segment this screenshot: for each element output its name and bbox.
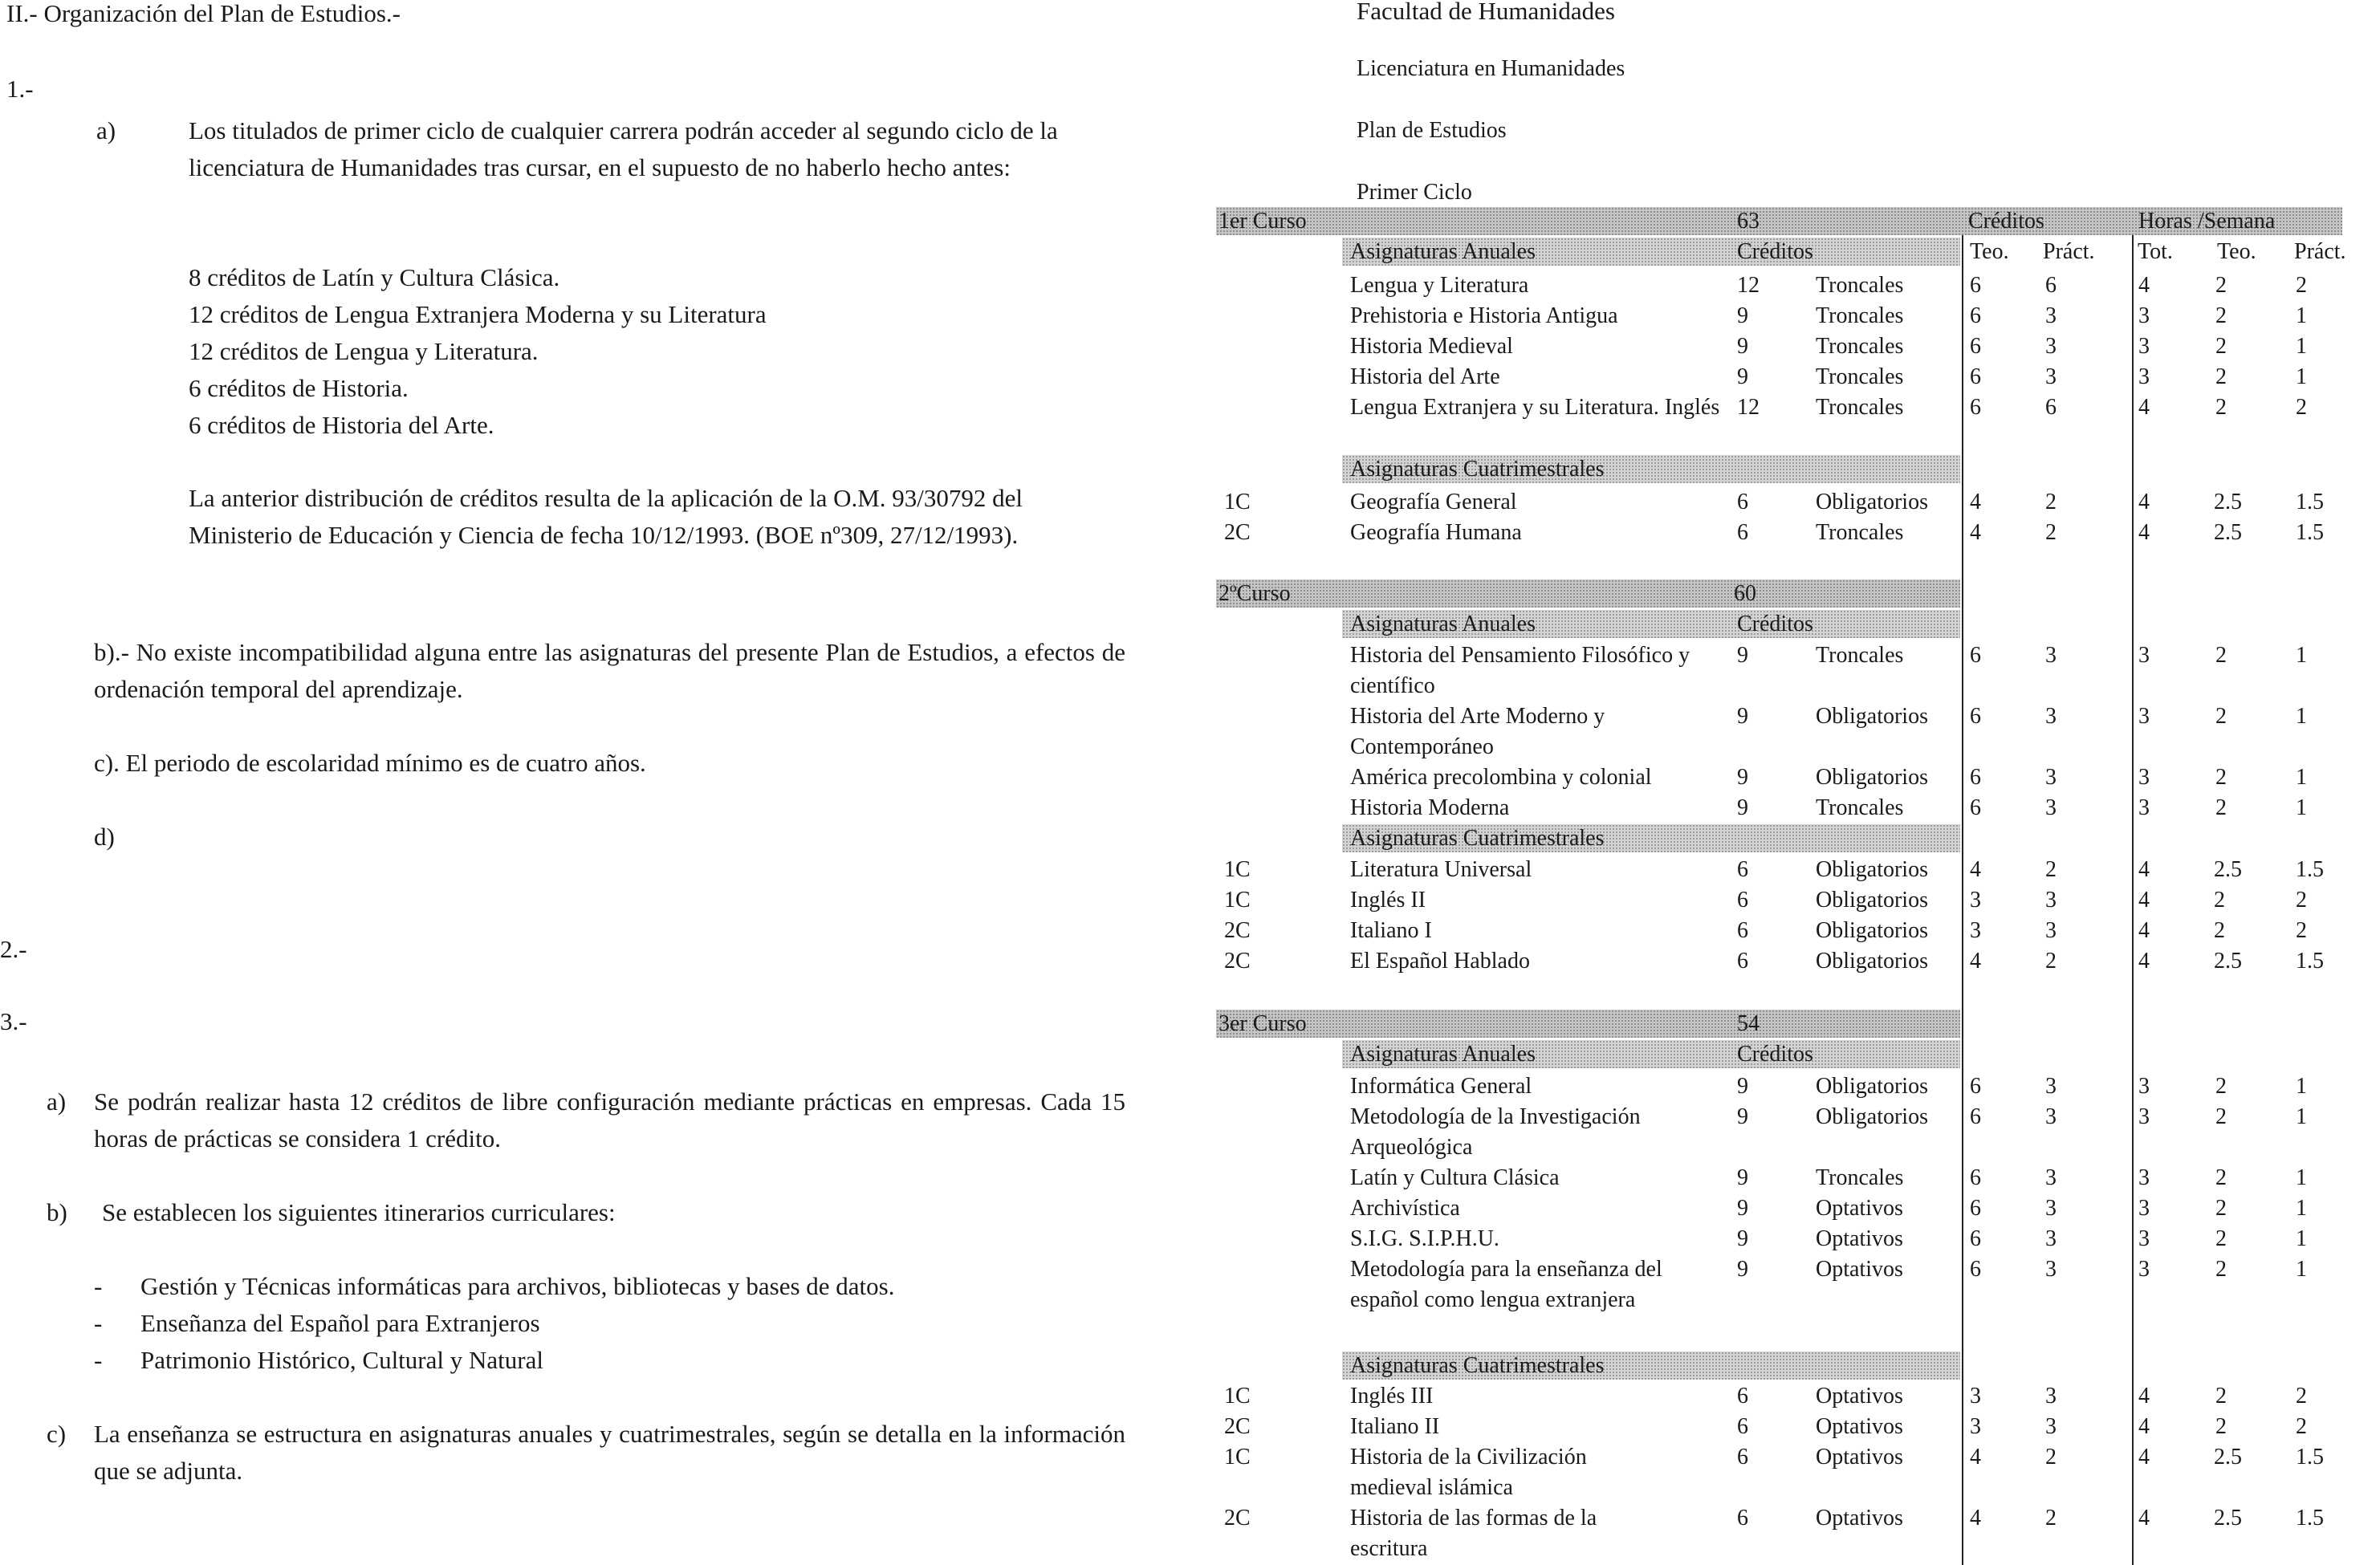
credits-pract: 3 bbox=[2045, 918, 2057, 943]
credit-line: 6 créditos de Historia del Arte. bbox=[189, 411, 494, 439]
col-header-teo: Teo. bbox=[2217, 239, 2256, 264]
credits-pract: 2 bbox=[2045, 520, 2057, 545]
subject-type: Troncales bbox=[1816, 273, 1904, 298]
subject-type: Troncales bbox=[1816, 643, 1904, 668]
hours-teo: 2 bbox=[2215, 643, 2227, 668]
subject-name: Geografía General bbox=[1350, 490, 1517, 514]
hours-total: 3 bbox=[2138, 765, 2150, 790]
subject-credits: 9 bbox=[1737, 364, 1748, 389]
subject-credits: 6 bbox=[1737, 888, 1748, 913]
subject-name: América precolombina y colonial bbox=[1350, 765, 1652, 790]
credits-teo: 6 bbox=[1970, 364, 1981, 389]
subject-type: Troncales bbox=[1816, 364, 1904, 389]
subject-credits: 12 bbox=[1737, 395, 1760, 420]
item-c-text: c). El periodo de escolaridad mínimo es de cuatro años. bbox=[94, 749, 646, 777]
hours-total: 4 bbox=[2138, 273, 2150, 298]
subject-name: Historia de la Civilización medieval islámica bbox=[1350, 1445, 1587, 1500]
course-total-credits: 54 bbox=[1737, 1011, 1760, 1036]
subheader-cuatrimestrales: Asignaturas Cuatrimestrales bbox=[1350, 1353, 1605, 1378]
credits-pract: 3 bbox=[2045, 1196, 2057, 1221]
subject-name: Historia del Arte Moderno y Contemporáneo bbox=[1350, 704, 1605, 759]
credits-teo: 6 bbox=[1970, 1257, 1981, 1282]
credits-pract: 2 bbox=[2045, 857, 2057, 882]
credits-pract: 3 bbox=[2045, 704, 2057, 729]
col-header-pract: Práct. bbox=[2294, 239, 2346, 264]
hours-total: 4 bbox=[2138, 1445, 2150, 1469]
credits-pract: 3 bbox=[2045, 795, 2057, 820]
credits-pract: 3 bbox=[2045, 364, 2057, 389]
credits-teo: 3 bbox=[1970, 1414, 1981, 1439]
hours-teo: 2.5 bbox=[2214, 1445, 2242, 1469]
item-3a-text: Se podrán realizar hasta 12 créditos de libre configuración mediante prácticas en empresas. Cada 15 horas de prácticas se considera 1 crédito. bbox=[94, 1087, 1125, 1152]
subject-credits: 9 bbox=[1737, 1196, 1748, 1221]
hours-teo: 2 bbox=[2215, 1104, 2227, 1129]
item-b-text: b).- No existe incompatibilidad alguna entre las asignaturas del presente Plan de Estudios, a efectos de ordenación temporal del aprendizaje. bbox=[94, 638, 1125, 703]
hours-total: 4 bbox=[2138, 949, 2150, 974]
item-3a-label: a) bbox=[47, 1087, 67, 1116]
credits-pract: 6 bbox=[2045, 395, 2057, 420]
course-total-credits: 60 bbox=[1734, 581, 1756, 606]
credits-teo: 4 bbox=[1970, 1445, 1981, 1469]
credits-pract: 3 bbox=[2045, 1257, 2057, 1282]
subject-type: Obligatorios bbox=[1816, 918, 1928, 943]
hours-total: 4 bbox=[2138, 490, 2150, 514]
course-header-bar bbox=[1216, 1010, 1960, 1038]
credits-teo: 6 bbox=[1970, 795, 1981, 820]
credits-pract: 2 bbox=[2045, 1506, 2057, 1530]
course-name: 2ºCurso bbox=[1218, 581, 1291, 606]
subject-type: Troncales bbox=[1816, 1165, 1904, 1190]
subject-type: Obligatorios bbox=[1816, 1104, 1928, 1129]
subject-type: Optativos bbox=[1816, 1414, 1903, 1439]
subject-name: Informática General bbox=[1350, 1074, 1532, 1099]
hours-pract: 2 bbox=[2296, 273, 2307, 298]
subject-name: Literatura Universal bbox=[1350, 857, 1532, 882]
hours-pract: 1 bbox=[2296, 303, 2307, 328]
itinerary-item: Gestión y Técnicas informáticas para archivos, bibliotecas y bases de datos. bbox=[140, 1272, 895, 1300]
hours-pract: 1.5 bbox=[2296, 490, 2324, 514]
credits-teo: 6 bbox=[1970, 1104, 1981, 1129]
course-name: 3er Curso bbox=[1218, 1011, 1307, 1036]
hours-pract: 1 bbox=[2296, 704, 2307, 729]
item-3b-label: b) bbox=[47, 1198, 67, 1226]
subject-credits: 6 bbox=[1737, 1414, 1748, 1439]
hours-teo: 2 bbox=[2214, 918, 2225, 943]
subject-credits: 6 bbox=[1737, 1506, 1748, 1530]
hours-total: 3 bbox=[2138, 795, 2150, 820]
subject-name: S.I.G. S.I.P.H.U. bbox=[1350, 1226, 1499, 1251]
subject-credits: 6 bbox=[1737, 1384, 1748, 1408]
bullet-dash: - bbox=[94, 1346, 103, 1374]
subject-type: Optativos bbox=[1816, 1384, 1903, 1408]
section-3-number: 3.- bbox=[0, 1007, 27, 1035]
hours-teo: 2 bbox=[2215, 1257, 2227, 1282]
group-header-creditos: Créditos bbox=[1968, 209, 2044, 234]
hours-teo: 2 bbox=[2215, 1074, 2227, 1099]
subject-credits: 9 bbox=[1737, 334, 1748, 359]
credits-teo: 6 bbox=[1970, 395, 1981, 420]
subject-name: Archivística bbox=[1350, 1196, 1460, 1221]
hours-teo: 2 bbox=[2215, 395, 2227, 420]
hours-pract: 1 bbox=[2296, 643, 2307, 668]
hours-total: 4 bbox=[2138, 1414, 2150, 1439]
hours-total: 4 bbox=[2138, 395, 2150, 420]
itinerary-item: Patrimonio Histórico, Cultural y Natural bbox=[140, 1346, 543, 1374]
hours-teo: 2 bbox=[2215, 795, 2227, 820]
subject-name: Inglés II bbox=[1350, 888, 1426, 913]
subject-name: El Español Hablado bbox=[1350, 949, 1530, 974]
subject-credits: 6 bbox=[1737, 490, 1748, 514]
subject-credits: 9 bbox=[1737, 303, 1748, 328]
credits-teo: 6 bbox=[1970, 643, 1981, 668]
subject-credits: 6 bbox=[1737, 949, 1748, 974]
faculty-title: Facultad de Humanidades bbox=[1357, 0, 1615, 25]
semester-code: 2C bbox=[1224, 520, 1251, 545]
semester-code: 1C bbox=[1224, 888, 1251, 913]
subject-type: Troncales bbox=[1816, 795, 1904, 820]
credits-pract: 3 bbox=[2045, 334, 2057, 359]
col-header-teo: Teo. bbox=[1970, 239, 2009, 264]
hours-teo: 2 bbox=[2215, 1196, 2227, 1221]
subject-type: Optativos bbox=[1816, 1257, 1903, 1282]
subject-name: Latín y Cultura Clásica bbox=[1350, 1165, 1560, 1190]
credits-pract: 3 bbox=[2045, 1384, 2057, 1408]
hours-pract: 1.5 bbox=[2296, 1506, 2324, 1530]
hours-pract: 2 bbox=[2296, 395, 2307, 420]
col-header-pract: Práct. bbox=[2043, 239, 2095, 264]
semester-code: 2C bbox=[1224, 1414, 1251, 1439]
subject-name: Historia del Arte bbox=[1350, 364, 1500, 389]
subheader-anuales: Asignaturas Anuales bbox=[1350, 239, 1536, 264]
section-2-number: 2.- bbox=[0, 935, 27, 963]
subject-type: Troncales bbox=[1816, 303, 1904, 328]
course-total-credits: 63 bbox=[1737, 209, 1760, 234]
subject-credits: 9 bbox=[1737, 643, 1748, 668]
degree-title: Licenciatura en Humanidades bbox=[1357, 56, 1625, 81]
hours-total: 3 bbox=[2138, 1257, 2150, 1282]
semester-code: 1C bbox=[1224, 490, 1251, 514]
credits-teo: 6 bbox=[1970, 1165, 1981, 1190]
subject-name: Geografía Humana bbox=[1350, 520, 1522, 545]
subject-type: Optativos bbox=[1816, 1506, 1903, 1530]
itinerary-item: Enseñanza del Español para Extranjeros bbox=[140, 1309, 540, 1337]
credit-line: 12 créditos de Lengua y Literatura. bbox=[189, 337, 539, 365]
hours-total: 3 bbox=[2138, 1165, 2150, 1190]
subject-credits: 6 bbox=[1737, 918, 1748, 943]
hours-total: 3 bbox=[2138, 364, 2150, 389]
hours-pract: 1 bbox=[2296, 1074, 2307, 1099]
credit-line: 8 créditos de Latín y Cultura Clásica. bbox=[189, 263, 560, 291]
column-rule-creditos bbox=[1962, 207, 1963, 1565]
credits-pract: 3 bbox=[2045, 1104, 2057, 1129]
hours-total: 4 bbox=[2138, 857, 2150, 882]
hours-pract: 1.5 bbox=[2296, 520, 2324, 545]
subject-credits: 9 bbox=[1737, 1165, 1748, 1190]
subject-credits: 12 bbox=[1737, 273, 1760, 298]
hours-teo: 2 bbox=[2215, 273, 2227, 298]
item-a-label: a) bbox=[96, 116, 116, 144]
hours-pract: 1 bbox=[2296, 1165, 2307, 1190]
subject-type: Optativos bbox=[1816, 1226, 1903, 1251]
hours-teo: 2 bbox=[2215, 1226, 2227, 1251]
subject-name: Metodología para la enseñanza del español como lengua extranjera bbox=[1350, 1257, 1662, 1312]
hours-total: 4 bbox=[2138, 918, 2150, 943]
hours-teo: 2 bbox=[2215, 765, 2227, 790]
hours-pract: 1.5 bbox=[2296, 949, 2324, 974]
hours-pract: 1 bbox=[2296, 1104, 2307, 1129]
hours-pract: 1 bbox=[2296, 364, 2307, 389]
subheader-creditos: Créditos bbox=[1737, 239, 1813, 264]
subject-type: Obligatorios bbox=[1816, 857, 1928, 882]
hours-total: 3 bbox=[2138, 704, 2150, 729]
subject-type: Troncales bbox=[1816, 520, 1904, 545]
hours-pract: 1 bbox=[2296, 765, 2307, 790]
subject-name: Lengua Extranjera y su Literatura. Inglés bbox=[1350, 395, 1720, 420]
subheader-cuatrimestrales: Asignaturas Cuatrimestrales bbox=[1350, 457, 1605, 482]
subject-credits: 6 bbox=[1737, 857, 1748, 882]
subject-type: Troncales bbox=[1816, 334, 1904, 359]
subject-type: Obligatorios bbox=[1816, 490, 1928, 514]
subject-name: Prehistoria e Historia Antigua bbox=[1350, 303, 1618, 328]
credits-teo: 6 bbox=[1970, 765, 1981, 790]
subject-credits: 9 bbox=[1737, 1074, 1748, 1099]
subheader-creditos: Créditos bbox=[1737, 612, 1813, 636]
hours-teo: 2.5 bbox=[2214, 520, 2242, 545]
subject-name: Historia de las formas de la escritura bbox=[1350, 1506, 1597, 1561]
subject-type: Optativos bbox=[1816, 1445, 1903, 1469]
credits-teo: 6 bbox=[1970, 1074, 1981, 1099]
hours-teo: 2 bbox=[2215, 1384, 2227, 1408]
hours-teo: 2 bbox=[2215, 334, 2227, 359]
hours-total: 3 bbox=[2138, 303, 2150, 328]
credits-teo: 4 bbox=[1970, 949, 1981, 974]
hours-pract: 1.5 bbox=[2296, 1445, 2324, 1469]
hours-total: 4 bbox=[2138, 1506, 2150, 1530]
hours-total: 3 bbox=[2138, 1104, 2150, 1129]
subject-credits: 6 bbox=[1737, 1445, 1748, 1469]
semester-code: 1C bbox=[1224, 857, 1251, 882]
item-3c-label: c) bbox=[47, 1420, 67, 1448]
credits-pract: 3 bbox=[2045, 1226, 2057, 1251]
hours-pract: 2 bbox=[2296, 888, 2307, 913]
credits-teo: 3 bbox=[1970, 918, 1981, 943]
hours-teo: 2.5 bbox=[2214, 857, 2242, 882]
plan-title: Plan de Estudios bbox=[1357, 118, 1507, 143]
column-rule-horas bbox=[2132, 207, 2134, 1565]
subheader-cuatrimestrales: Asignaturas Cuatrimestrales bbox=[1350, 826, 1605, 851]
credits-teo: 6 bbox=[1970, 273, 1981, 298]
credits-teo: 4 bbox=[1970, 857, 1981, 882]
subject-name: Italiano I bbox=[1350, 918, 1432, 943]
hours-teo: 2.5 bbox=[2214, 490, 2242, 514]
hours-teo: 2 bbox=[2215, 303, 2227, 328]
hours-pract: 1 bbox=[2296, 334, 2307, 359]
subheader-creditos: Créditos bbox=[1737, 1042, 1813, 1067]
hours-total: 3 bbox=[2138, 1074, 2150, 1099]
semester-code: 2C bbox=[1224, 949, 1251, 974]
om-paragraph: La anterior distribución de créditos resulta de la aplicación de la O.M. 93/30792 del Ministerio de Educación y Ciencia de fecha 10/12/1993. (BOE nº309, 27/12/1993). bbox=[189, 484, 1023, 549]
hours-teo: 2 bbox=[2215, 1414, 2227, 1439]
credits-pract: 3 bbox=[2045, 643, 2057, 668]
subject-credits: 9 bbox=[1737, 765, 1748, 790]
hours-total: 4 bbox=[2138, 888, 2150, 913]
semester-code: 2C bbox=[1224, 1506, 1251, 1530]
hours-teo: 2 bbox=[2214, 888, 2225, 913]
subject-type: Obligatorios bbox=[1816, 704, 1928, 729]
subheader-anuales: Asignaturas Anuales bbox=[1350, 612, 1536, 636]
hours-pract: 1 bbox=[2296, 1257, 2307, 1282]
subject-credits: 9 bbox=[1737, 704, 1748, 729]
hours-total: 3 bbox=[2138, 1196, 2150, 1221]
subject-name: Historia Medieval bbox=[1350, 334, 1513, 359]
hours-total: 4 bbox=[2138, 520, 2150, 545]
subject-name: Lengua y Literatura bbox=[1350, 273, 1529, 298]
hours-total: 3 bbox=[2138, 1226, 2150, 1251]
credit-line: 12 créditos de Lengua Extranjera Moderna y su Literatura bbox=[189, 300, 767, 328]
subject-type: Obligatorios bbox=[1816, 1074, 1928, 1099]
item-a-text: Los titulados de primer ciclo de cualquier carrera podrán acceder al segundo ciclo de la licenciatura de Humanidades tras cursar, en el supuesto de no haberlo hecho antes: bbox=[189, 116, 1058, 181]
hours-total: 3 bbox=[2138, 643, 2150, 668]
credits-teo: 6 bbox=[1970, 303, 1981, 328]
credits-pract: 2 bbox=[2045, 949, 2057, 974]
group-header-horas: Horas /Semana bbox=[2138, 209, 2276, 234]
hours-teo: 2 bbox=[2215, 1165, 2227, 1190]
credits-pract: 3 bbox=[2045, 888, 2057, 913]
item-d-label: d) bbox=[94, 823, 115, 851]
section-1-number: 1.- bbox=[6, 75, 34, 103]
hours-teo: 2.5 bbox=[2214, 1506, 2242, 1530]
credits-teo: 6 bbox=[1970, 704, 1981, 729]
semester-code: 1C bbox=[1224, 1445, 1251, 1469]
hours-teo: 2.5 bbox=[2214, 949, 2242, 974]
bullet-dash: - bbox=[94, 1309, 103, 1337]
subject-type: Optativos bbox=[1816, 1196, 1903, 1221]
credits-pract: 6 bbox=[2045, 273, 2057, 298]
credits-teo: 6 bbox=[1970, 1226, 1981, 1251]
hours-pract: 1 bbox=[2296, 795, 2307, 820]
credits-teo: 3 bbox=[1970, 1384, 1981, 1408]
subject-credits: 9 bbox=[1737, 795, 1748, 820]
hours-pract: 1 bbox=[2296, 1226, 2307, 1251]
credits-pract: 3 bbox=[2045, 1165, 2057, 1190]
credits-teo: 6 bbox=[1970, 1196, 1981, 1221]
subject-name: Metodología de la Investigación Arqueológica bbox=[1350, 1104, 1641, 1160]
subject-name: Inglés III bbox=[1350, 1384, 1434, 1408]
credits-pract: 3 bbox=[2045, 765, 2057, 790]
credits-pract: 2 bbox=[2045, 490, 2057, 514]
col-header-tot: Tot. bbox=[2138, 239, 2173, 264]
subject-type: Obligatorios bbox=[1816, 949, 1928, 974]
subject-credits: 9 bbox=[1737, 1257, 1748, 1282]
section-heading: II.- Organización del Plan de Estudios.- bbox=[6, 0, 401, 27]
subject-credits: 9 bbox=[1737, 1226, 1748, 1251]
hours-pract: 2 bbox=[2296, 1384, 2307, 1408]
bullet-dash: - bbox=[94, 1272, 103, 1300]
item-3c-text: La enseñanza se estructura en asignaturas anuales y cuatrimestrales, según se detalla en la información que se adjunta. bbox=[94, 1420, 1125, 1485]
cycle-title: Primer Ciclo bbox=[1357, 180, 1472, 205]
semester-code: 1C bbox=[1224, 1384, 1251, 1408]
subheader-anuales: Asignaturas Anuales bbox=[1350, 1042, 1536, 1067]
credits-pract: 3 bbox=[2045, 1414, 2057, 1439]
hours-teo: 2 bbox=[2215, 704, 2227, 729]
semester-code: 2C bbox=[1224, 918, 1251, 943]
hours-pract: 2 bbox=[2296, 1414, 2307, 1439]
subject-name: Historia del Pensamiento Filosófico y científico bbox=[1350, 643, 1690, 698]
credits-pract: 2 bbox=[2045, 1445, 2057, 1469]
credits-teo: 3 bbox=[1970, 888, 1981, 913]
credits-teo: 4 bbox=[1970, 1506, 1981, 1530]
hours-pract: 2 bbox=[2296, 918, 2307, 943]
hours-total: 3 bbox=[2138, 334, 2150, 359]
hours-pract: 1.5 bbox=[2296, 857, 2324, 882]
hours-total: 4 bbox=[2138, 1384, 2150, 1408]
course-name: 1er Curso bbox=[1218, 209, 1307, 234]
subject-name: Italiano II bbox=[1350, 1414, 1440, 1439]
credit-line: 6 créditos de Historia. bbox=[189, 374, 409, 402]
course-header-bar bbox=[1216, 579, 1960, 608]
credits-teo: 4 bbox=[1970, 490, 1981, 514]
subject-type: Obligatorios bbox=[1816, 888, 1928, 913]
subject-type: Obligatorios bbox=[1816, 765, 1928, 790]
subject-type: Troncales bbox=[1816, 395, 1904, 420]
credits-teo: 6 bbox=[1970, 334, 1981, 359]
credits-pract: 3 bbox=[2045, 1074, 2057, 1099]
hours-teo: 2 bbox=[2215, 364, 2227, 389]
credits-teo: 4 bbox=[1970, 520, 1981, 545]
hours-pract: 1 bbox=[2296, 1196, 2307, 1221]
subject-credits: 9 bbox=[1737, 1104, 1748, 1129]
subject-credits: 6 bbox=[1737, 520, 1748, 545]
subject-name: Historia Moderna bbox=[1350, 795, 1510, 820]
credits-pract: 3 bbox=[2045, 303, 2057, 328]
item-3b-text: Se establecen los siguientes itinerarios curriculares: bbox=[102, 1198, 616, 1226]
